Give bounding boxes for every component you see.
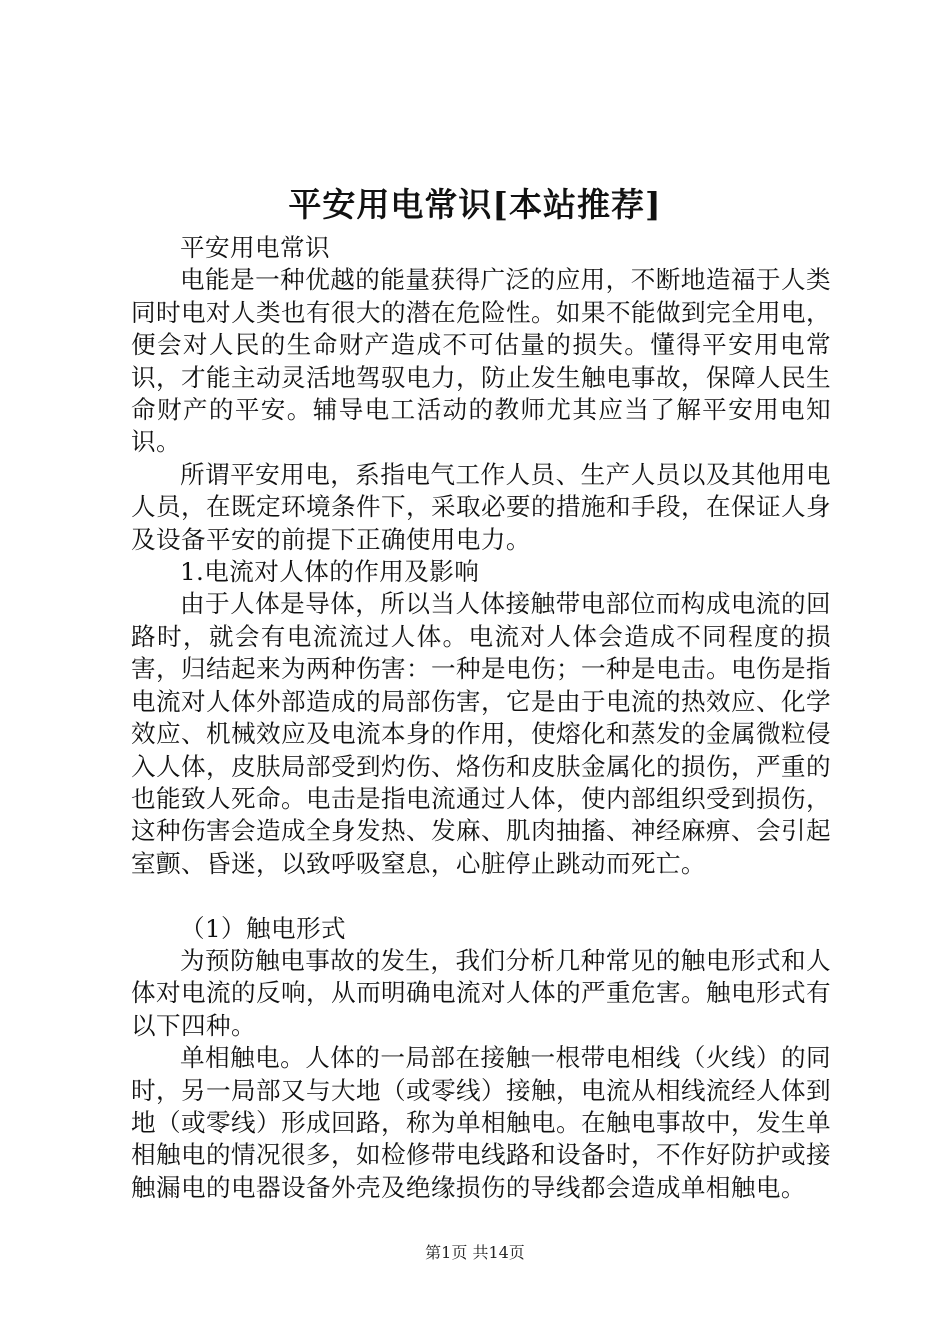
paragraph-definition: 所谓平安用电，系指电气工作人员、生产人员以及其他用电人员，在既定环境条件下，采取必要的措施和手段，在保证人身及设备平安的前提下正确使用电力。 [131,459,831,554]
document-title: 平安用电常识[本站推荐] [288,185,662,224]
section-heading-current-effects: 1.电流对人体的作用及影响 [180,557,480,587]
subsection-heading-shock-forms: （1）触电形式 [180,913,347,943]
paragraph-shock-forms-intro: 为预防触电事故的发生，我们分析几种常见的触电形式和人体对电流的反响，从而明确电流对人体的严重危害。触电形式有以下四种。 [131,945,831,1040]
paragraph-current-harm: 由于人体是导体，所以当人体接触带电部位而构成电流的回路时，就会有电流流过人体。电流对人体会造成不同程度的损害，归结起来为两种伤害：一种是电伤；一种是电击。电伤是指电流对人体外部造成的局部伤害，它是由于电流的热效应、化学效应、机械效应及电流本身的作用，使熔化和蒸发的金属微粒侵入人体，皮肤局部受到灼伤、烙伤和皮肤金属化的损伤，严重的也能致人死命。电击是指电流通过人体，使内部组织受到损伤，这种伤害会造成全身发热、发麻、肌肉抽搐、神经麻痹、会引起室颤、昏迷，以致呼吸窒息，心脏停止跳动而死亡。 [131,589,831,878]
page-footer: 第1页 共14页 [425,1243,525,1262]
paragraph-heading: 平安用电常识 [180,233,330,262]
document-body [131,232,831,1204]
paragraph-spacer [131,880,831,912]
paragraph-intro: 电能是一种优越的能量获得广泛的应用，不断地造福于人类同时电对人类也有很大的潜在危险性。如果不能做到完全用电，便会对人民的生命财产造成不可估量的损失。懂得平安用电常识，才能主动灵活地驾驭电力，防止发生触电事故，保障人民生命财产的平安。辅导电工活动的教师尤其应当了解平安用电知识。 [131,265,831,457]
paragraph-single-phase-shock: 单相触电。人体的一局部在接触一根带电相线（火线）的同时，另一局部又与大地（或零线）接触，电流从相线流经人体到地（或零线）形成回路，称为单相触电。在触电事故中，发生单相触电的情况很多，如检修带电线路和设备时，不作好防护或接触漏电的电器设备外壳及绝缘损伤的导线都会造成单相触电。 [131,1043,831,1202]
